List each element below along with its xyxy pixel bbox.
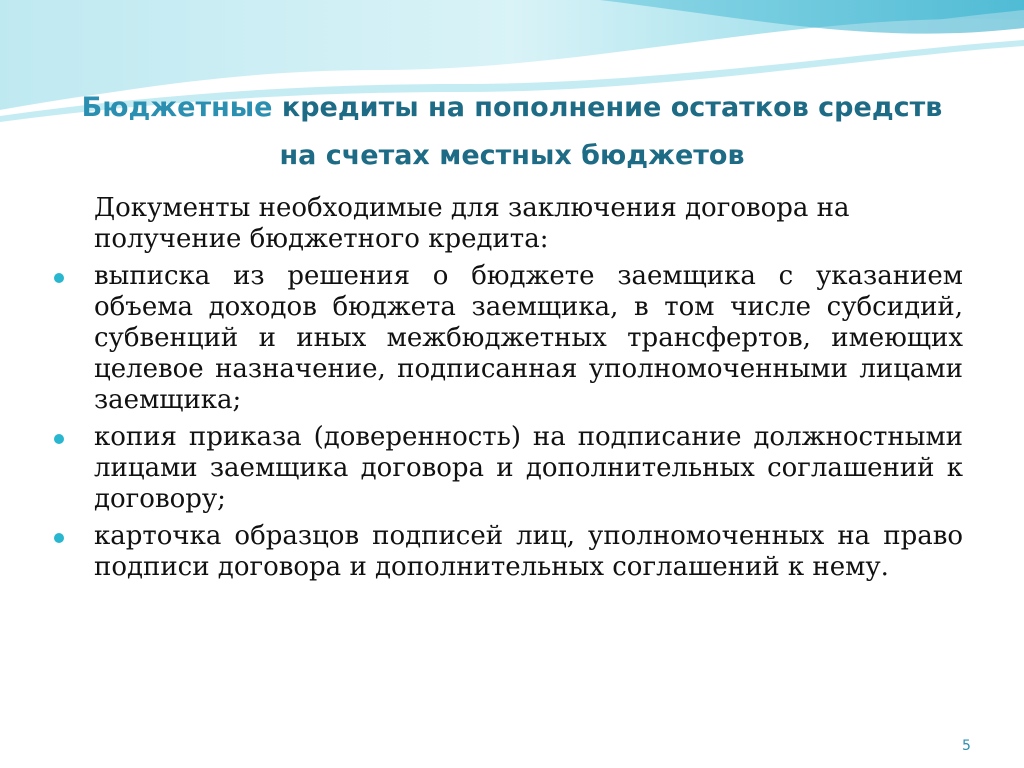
slide-title <box>60 84 964 180</box>
list-item-text: копия приказа (доверенность) на подписание должностными лицами заемщика договора и дополнительных соглашений к договору; <box>94 422 963 514</box>
list-item <box>94 261 963 416</box>
list-item-text: карточка образцов подписей лиц, уполномоченных на право подписи договора и дополнительных соглашений к нему. <box>94 521 963 582</box>
slide-title-rest: кредиты на пополнение остатков средств на счетах местных бюджетов <box>272 92 943 171</box>
list-item <box>94 422 963 515</box>
slide-title-accent: Бюджетные <box>81 92 273 123</box>
slide-body <box>94 193 963 589</box>
bullet-icon <box>54 434 64 444</box>
bullet-icon <box>54 533 64 543</box>
list-item-text: выписка из решения о бюджете заемщика с указанием объема доходов бюджета заемщика, в том числе субсидий, субвенций и иных межбюджетных трансфертов, имеющих целевое назначение, подписанная уполномоченными лицами заемщика; <box>94 261 963 415</box>
list-item <box>94 521 963 583</box>
bullet-icon <box>54 273 64 283</box>
page-number: 5 <box>962 738 971 754</box>
intro-paragraph: Документы необходимые для заключения договора на получение бюджетного кредита: <box>94 193 850 254</box>
